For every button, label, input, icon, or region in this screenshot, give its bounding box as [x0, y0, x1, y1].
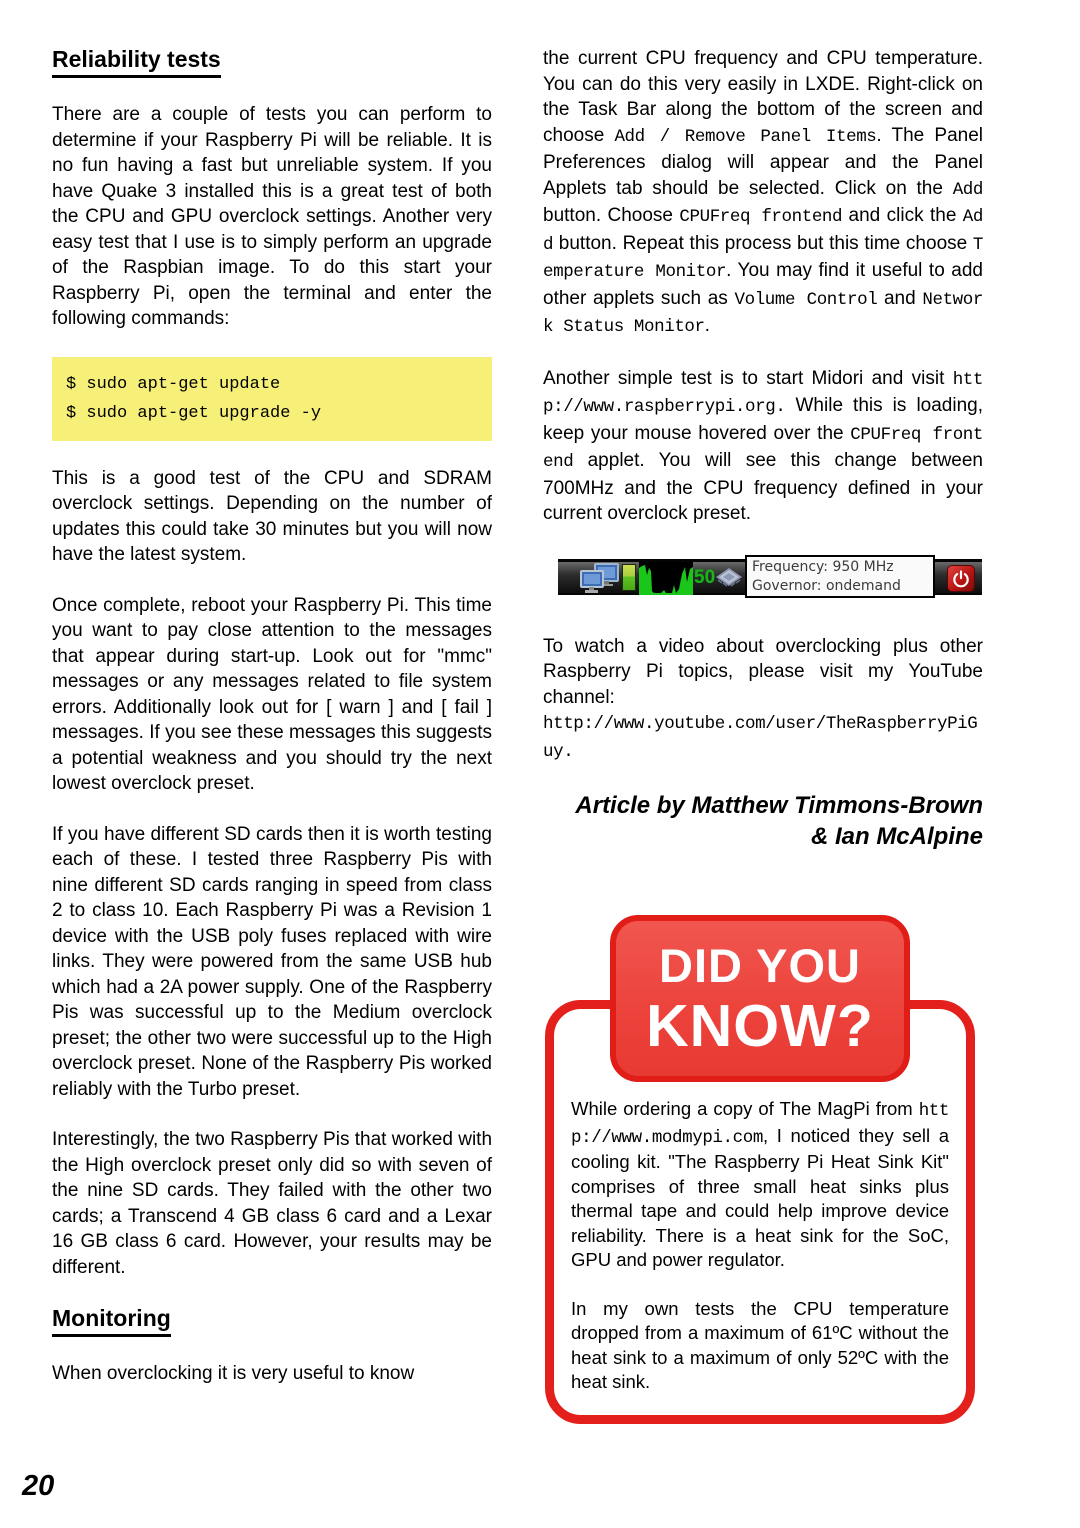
code-line: $ sudo apt-get update [66, 374, 281, 394]
left-column [52, 46, 492, 1486]
paragraph: If you have different SD cards then it is worth testing each of these. I tested three Raspberry Pis with nine different SD cards ranging in speed from class 2 to class 10. Each Raspberry Pi was a Revision 1 device with the USB poly fuses replaced with wire links. They were powered from the same USB hub which had a 2A power supply. One of the Raspberry Pis was successful up to the Medium overclock preset; the other two were successful up to the High overclock preset. None of the Raspberry Pis worked reliably with the Turbo preset. [52, 823, 492, 1100]
paragraph: Once complete, reboot your Raspberry Pi. This time you want to pay close attention to the messages that appear during start-up. Look out for "mmc" messages or any messages related to file system errors. Additionally look out for [ warn ] and [ fail ] messages. If you see these messages this suggests a potential weakness and you should try the next lowest overclock preset. [52, 594, 492, 794]
cpufreq-chip-icon [714, 565, 744, 596]
dual-monitor-network-icon [580, 563, 620, 600]
paragraph: While ordering a copy of The MagPi from http://www.modmypi.com, I noticed they sell a cooling kit. "The Raspberry Pi Heat Sink Kit" comprises of three small heat sinks plus thermal tape and could help improve device reliability. There is a heat sink for the SoC, GPU and power regulator. [571, 1098, 949, 1270]
code-line: $ sudo apt-get upgrade -y [66, 403, 322, 423]
lxde-panel [558, 559, 982, 595]
paragraph: To watch a video about overclocking plus other Raspberry Pi topics, please visit my YouTube channel: http://www.youtube.com/user/TheRaspberryPiGuy. [543, 635, 983, 762]
section-heading-monitoring: Monitoring [52, 1305, 492, 1337]
tooltip-frequency-line: Frequency: 950 MHz [752, 558, 894, 575]
article-byline: Article by Matthew Timmons-Brown & Ian McAlpine [575, 792, 983, 850]
cpu-usage-graph [639, 562, 693, 600]
paragraph: the current CPU frequency and CPU temperature. You can do this very easily in LXDE. Right-click on the Task Bar along the bottom of the screen and choose Add / Remove Panel Items. The Panel Preferences dialog will appear and the Panel Applets tab should be selected. Click on the Add button. Choose CPUFreq frontend and click the Add button. Repeat this process but this time choose Temperature Monitor. You may find it useful to add other applets such as Volume Control and Network Status Monitor. [543, 48, 983, 337]
right-column [543, 46, 983, 1486]
tooltip-governor-line: Governor: ondemand [752, 577, 901, 594]
paragraph: Another simple test is to start Midori and visit http://www.raspberrypi.org. While this is loading, keep your mouse hovered over the CPUFreq frontend applet. You will see this change between 700MHz and the CPU frequency defined in your current overclock preset. [543, 367, 983, 524]
volume-level-gauge-icon [622, 564, 636, 591]
cpufreq-tooltip [745, 555, 935, 598]
paragraph: Interestingly, the two Raspberry Pis that worked with the High overclock preset only did so with seven of the nine SD cards. They failed with the other two cards; a Transcend 4 GB class 6 card and a Lexar 16 GB class 6 card. However, your results may be different. [52, 1129, 493, 1278]
cpu-load-value: 50 [694, 566, 716, 588]
paragraph: In my own tests the CPU temperature dropped from a maximum of 61ºC without the heat sink to a maximum of only 52ºC with the heat sink. [571, 1297, 949, 1392]
paragraph: There are a couple of tests you can perform to determine if your Raspberry Pi will be reliable. It is no fun having a fast but unreliable system. If you have Quake 3 installed this is a great test of both the CPU and GPU overclock settings. Another very easy test that I use is to simply perform an upgrade of the Raspbian image. To do this start your Raspberry Pi, open the terminal and enter the following commands: [52, 104, 492, 329]
page-number: 20 [22, 1470, 55, 1502]
paragraph: When overclocking it is very useful to know [52, 1363, 415, 1384]
paragraph: This is a good test of the CPU and SDRAM overclock settings. Depending on the number of updates this could take 30 minutes but you will now have the latest system. [52, 467, 492, 565]
did-you-know-badge: DID YOU KNOW? [610, 915, 910, 1082]
section-heading-reliability-tests: Reliability tests [52, 46, 492, 78]
terminal-code-block [52, 357, 492, 441]
did-you-know-callout [543, 915, 983, 1424]
shutdown-power-icon [947, 565, 975, 592]
taskbar-screenshot [543, 552, 983, 606]
